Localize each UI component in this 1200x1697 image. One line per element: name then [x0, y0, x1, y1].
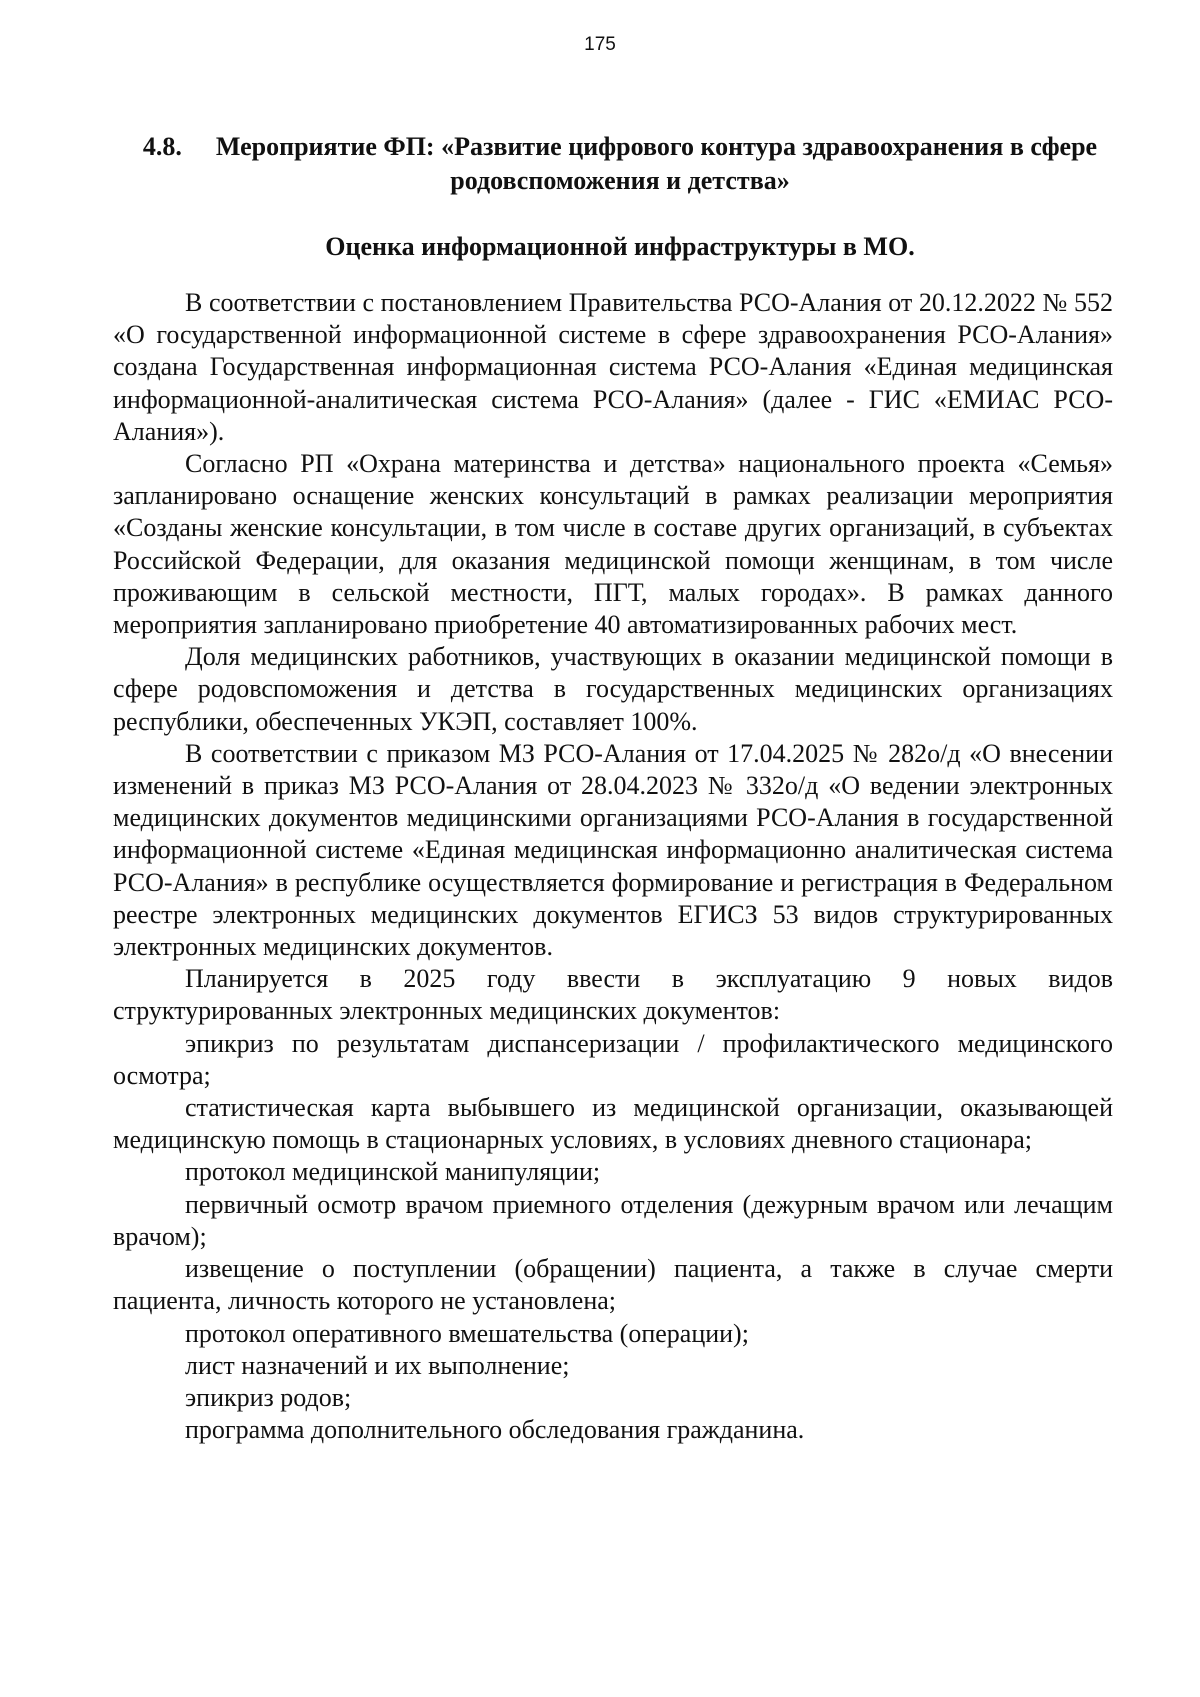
paragraph-ukep-share: Доля медицинских работников, участвующих в оказании медицинской помощи в сфере родовспоможения и детства в государственных медицинских организациях республики, обеспеченных УКЭП, составляет 100%. [113, 642, 1113, 736]
list-item: лист назначений и их выполнение; [185, 1350, 570, 1380]
list-item: извещение о поступлении (обращении) пациента, а также в случае смерти пациента, личность которого не установлена; [113, 1254, 1113, 1316]
document-types-list [113, 1028, 1113, 1447]
subheading: Оценка информационной инфраструктуры в МО. [325, 232, 915, 261]
body-text [113, 287, 1113, 1446]
list-item: первичный осмотр врачом приемного отделения (дежурным врачом или лечащим врачом); [113, 1189, 1113, 1251]
paragraph-plan-2025: Планируется в 2025 году ввести в эксплуатацию 9 новых видов структурированных электронных медицинских документов: [113, 964, 1113, 1026]
list-item: протокол оперативного вмешательства (операции); [185, 1318, 749, 1348]
section-number: 4.8. [142, 132, 182, 161]
list-item: протокол медицинской манипуляции; [185, 1157, 601, 1187]
paragraph-gis-emias: В соответствии с постановлением Правительства РСО-Алания от 20.12.2022 № 552 «О государственной информационной системе в сфере здравоохранения РСО-Алания» создана Государственная информационная система РСО-Алания «Единая медицинская информационной-аналитическая система РСО-Алания» (далее - ГИС «ЕМИАС РСО-Алания»). [113, 288, 1113, 446]
list-item: статистическая карта выбывшего из медицинской организации, оказывающей медицинскую помощь в стационарных условиях, в условиях дневного стационара; [113, 1093, 1113, 1155]
paragraph-womens-consultations: Согласно РП «Охрана материнства и детства» национального проекта «Семья» запланировано оснащение женских консультаций в рамках реализации мероприятия «Созданы женские консультации, в том числе в составе других организаций, в субъектах Российской Федерации, для оказания медицинской помощи женщинам, в том числе проживающим в сельской местности, ПГТ, малых городах». В рамках данного мероприятия запланировано приобретение 40 автоматизированных рабочих мест. [113, 449, 1113, 640]
list-item: эпикриз по результатам диспансеризации / профилактического медицинского осмотра; [113, 1028, 1113, 1090]
paragraph-order: В соответствии с приказом МЗ РСО-Алания от 17.04.2025 № 282о/д «О внесении изменений в приказ МЗ РСО-Алания от 28.04.2023 № 332о/д «О ведении электронных медицинских документов медицинскими организациями РСО-Алания в государственной информационной системе «Единая медицинская информационно аналитическая система РСО-Алания» в республике осуществляется формирование и регистрация в Федеральном реестре электронных медицинских документов ЕГИСЗ 53 видов структурированных электронных медицинских документов. [113, 738, 1113, 962]
section-title: Мероприятие ФП: «Развитие цифрового контура здравоохранения в сфере родовспоможения и детства» [215, 132, 1098, 195]
list-item: программа дополнительного обследования гражданина. [185, 1415, 805, 1445]
section-heading [140, 130, 1100, 198]
page-number: 175 [584, 34, 616, 55]
list-item: эпикриз родов; [185, 1382, 352, 1412]
